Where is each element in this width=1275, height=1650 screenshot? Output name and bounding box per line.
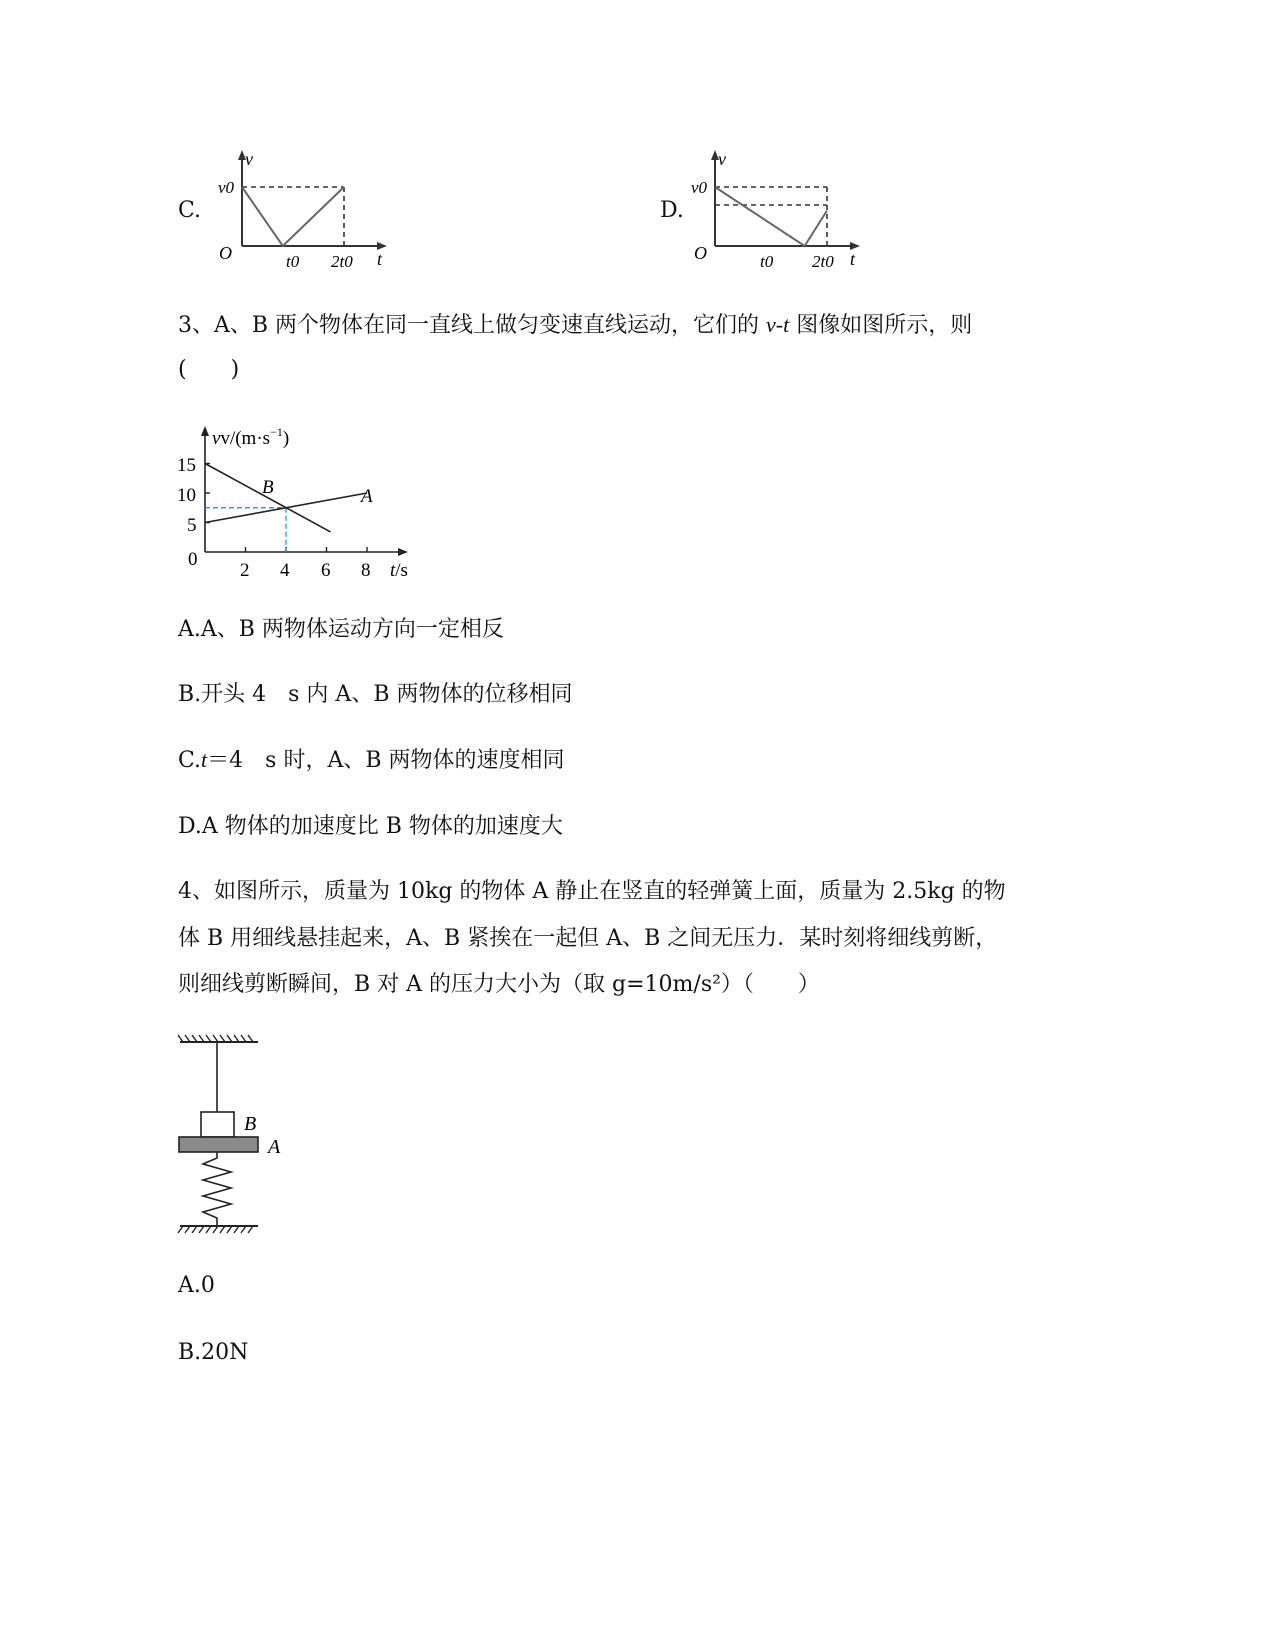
label-a: A	[268, 1136, 281, 1158]
y-tick-15: 15	[177, 455, 196, 476]
v0-label: v0	[691, 178, 708, 197]
axis-v-label: v	[718, 149, 726, 169]
x-tick-8: 8	[361, 560, 371, 581]
hatch-stroke	[241, 1226, 246, 1233]
q3-stem-line1: 3、A、B 两个物体在同一直线上做匀变速直线运动，它们的 v-t 图像如图所示，则	[178, 312, 973, 338]
hatch-stroke	[220, 1226, 225, 1233]
t0-tick-label: t0	[760, 252, 774, 271]
q4-stem-line2: 体 B 用细线悬挂起来，A、B 紧挨在一起但 A、B 之间无压力．某时刻将细线剪断，	[178, 926, 998, 951]
q4-spring-figure	[175, 1030, 295, 1240]
ceiling-hatch	[178, 1035, 253, 1042]
y-tick-5: 5	[187, 515, 197, 536]
hatch-stroke	[185, 1035, 190, 1042]
q3-vt-graph	[170, 420, 430, 585]
hatch-stroke	[234, 1226, 239, 1233]
y-tick-10: 10	[177, 485, 196, 506]
floor-hatch	[178, 1226, 253, 1233]
option-d-label: D.	[660, 198, 684, 223]
option-c-label: C.	[178, 198, 202, 223]
hatch-stroke	[241, 1035, 246, 1042]
option-c-graph	[215, 146, 395, 272]
series-b-label: B	[262, 477, 274, 498]
x-axis-arrow	[398, 548, 408, 556]
hatch-stroke	[227, 1035, 232, 1042]
q3-option-a[interactable]: A.A、B 两物体运动方向一定相反	[178, 617, 504, 642]
spring	[203, 1152, 231, 1226]
hatch-stroke	[206, 1035, 211, 1042]
hatch-stroke	[178, 1226, 183, 1233]
q4-stem-line1: 4、如图所示，质量为 10kg 的物体 A 静止在竖直的轻弹簧上面，质量为 2.5kg 的物	[178, 879, 1006, 904]
hatch-stroke	[213, 1035, 218, 1042]
q4-option-a[interactable]: A.0	[178, 1273, 215, 1298]
velocity-line	[715, 187, 827, 246]
hatch-stroke	[220, 1035, 225, 1042]
hatch-stroke	[227, 1226, 232, 1233]
origin-label: 0	[188, 549, 198, 570]
plate-a	[179, 1137, 258, 1152]
x-tick-4: 4	[280, 560, 290, 581]
hatch-stroke	[199, 1035, 204, 1042]
hatch-stroke	[206, 1226, 211, 1233]
hatch-stroke	[185, 1226, 190, 1233]
label-b: B	[244, 1113, 257, 1135]
2t0-tick-label: 2t0	[331, 252, 353, 271]
hatch-stroke	[248, 1035, 253, 1042]
velocity-line	[242, 187, 344, 246]
q3-option-d[interactable]: D.A 物体的加速度比 B 物体的加速度大	[178, 814, 563, 839]
q3-stem-line2: ( )	[178, 357, 240, 382]
series-a-label: A	[361, 486, 373, 507]
hatch-stroke	[234, 1035, 239, 1042]
axis-v-label: v	[245, 149, 253, 169]
v0-label: v0	[218, 178, 235, 197]
q3-option-b[interactable]: B.开头 4 s 内 A、B 两物体的位移相同	[178, 682, 573, 707]
q4-stem-line3: 则细线剪断瞬间，B 对 A 的压力大小为（取 g=10m/s²）（ ）	[178, 972, 820, 997]
axis-t-label: t	[850, 249, 856, 269]
hatch-stroke	[213, 1226, 218, 1233]
origin-label: O	[694, 243, 707, 263]
hatch-stroke	[192, 1226, 197, 1233]
q4-option-b[interactable]: B.20N	[178, 1340, 249, 1365]
axis-t-label: t	[377, 249, 383, 269]
2t0-tick-label: 2t0	[812, 252, 834, 271]
t0-tick-label: t0	[286, 252, 300, 271]
hatch-stroke	[178, 1035, 183, 1042]
x-tick-2: 2	[240, 560, 250, 581]
y-axis-arrow	[201, 426, 209, 436]
hatch-stroke	[248, 1226, 253, 1233]
y-axis-label: $vv/(m\cdot s^{-1})$	[212, 425, 290, 449]
option-d-graph	[690, 146, 870, 272]
hatch-stroke	[192, 1035, 197, 1042]
origin-label: O	[219, 243, 232, 263]
hatch-stroke	[199, 1226, 204, 1233]
block-b	[201, 1112, 234, 1137]
x-tick-6: 6	[321, 560, 331, 581]
x-axis-label: t/s	[390, 560, 408, 581]
q3-option-c[interactable]: C.t＝4 s 时，A、B 两物体的速度相同	[178, 747, 565, 773]
